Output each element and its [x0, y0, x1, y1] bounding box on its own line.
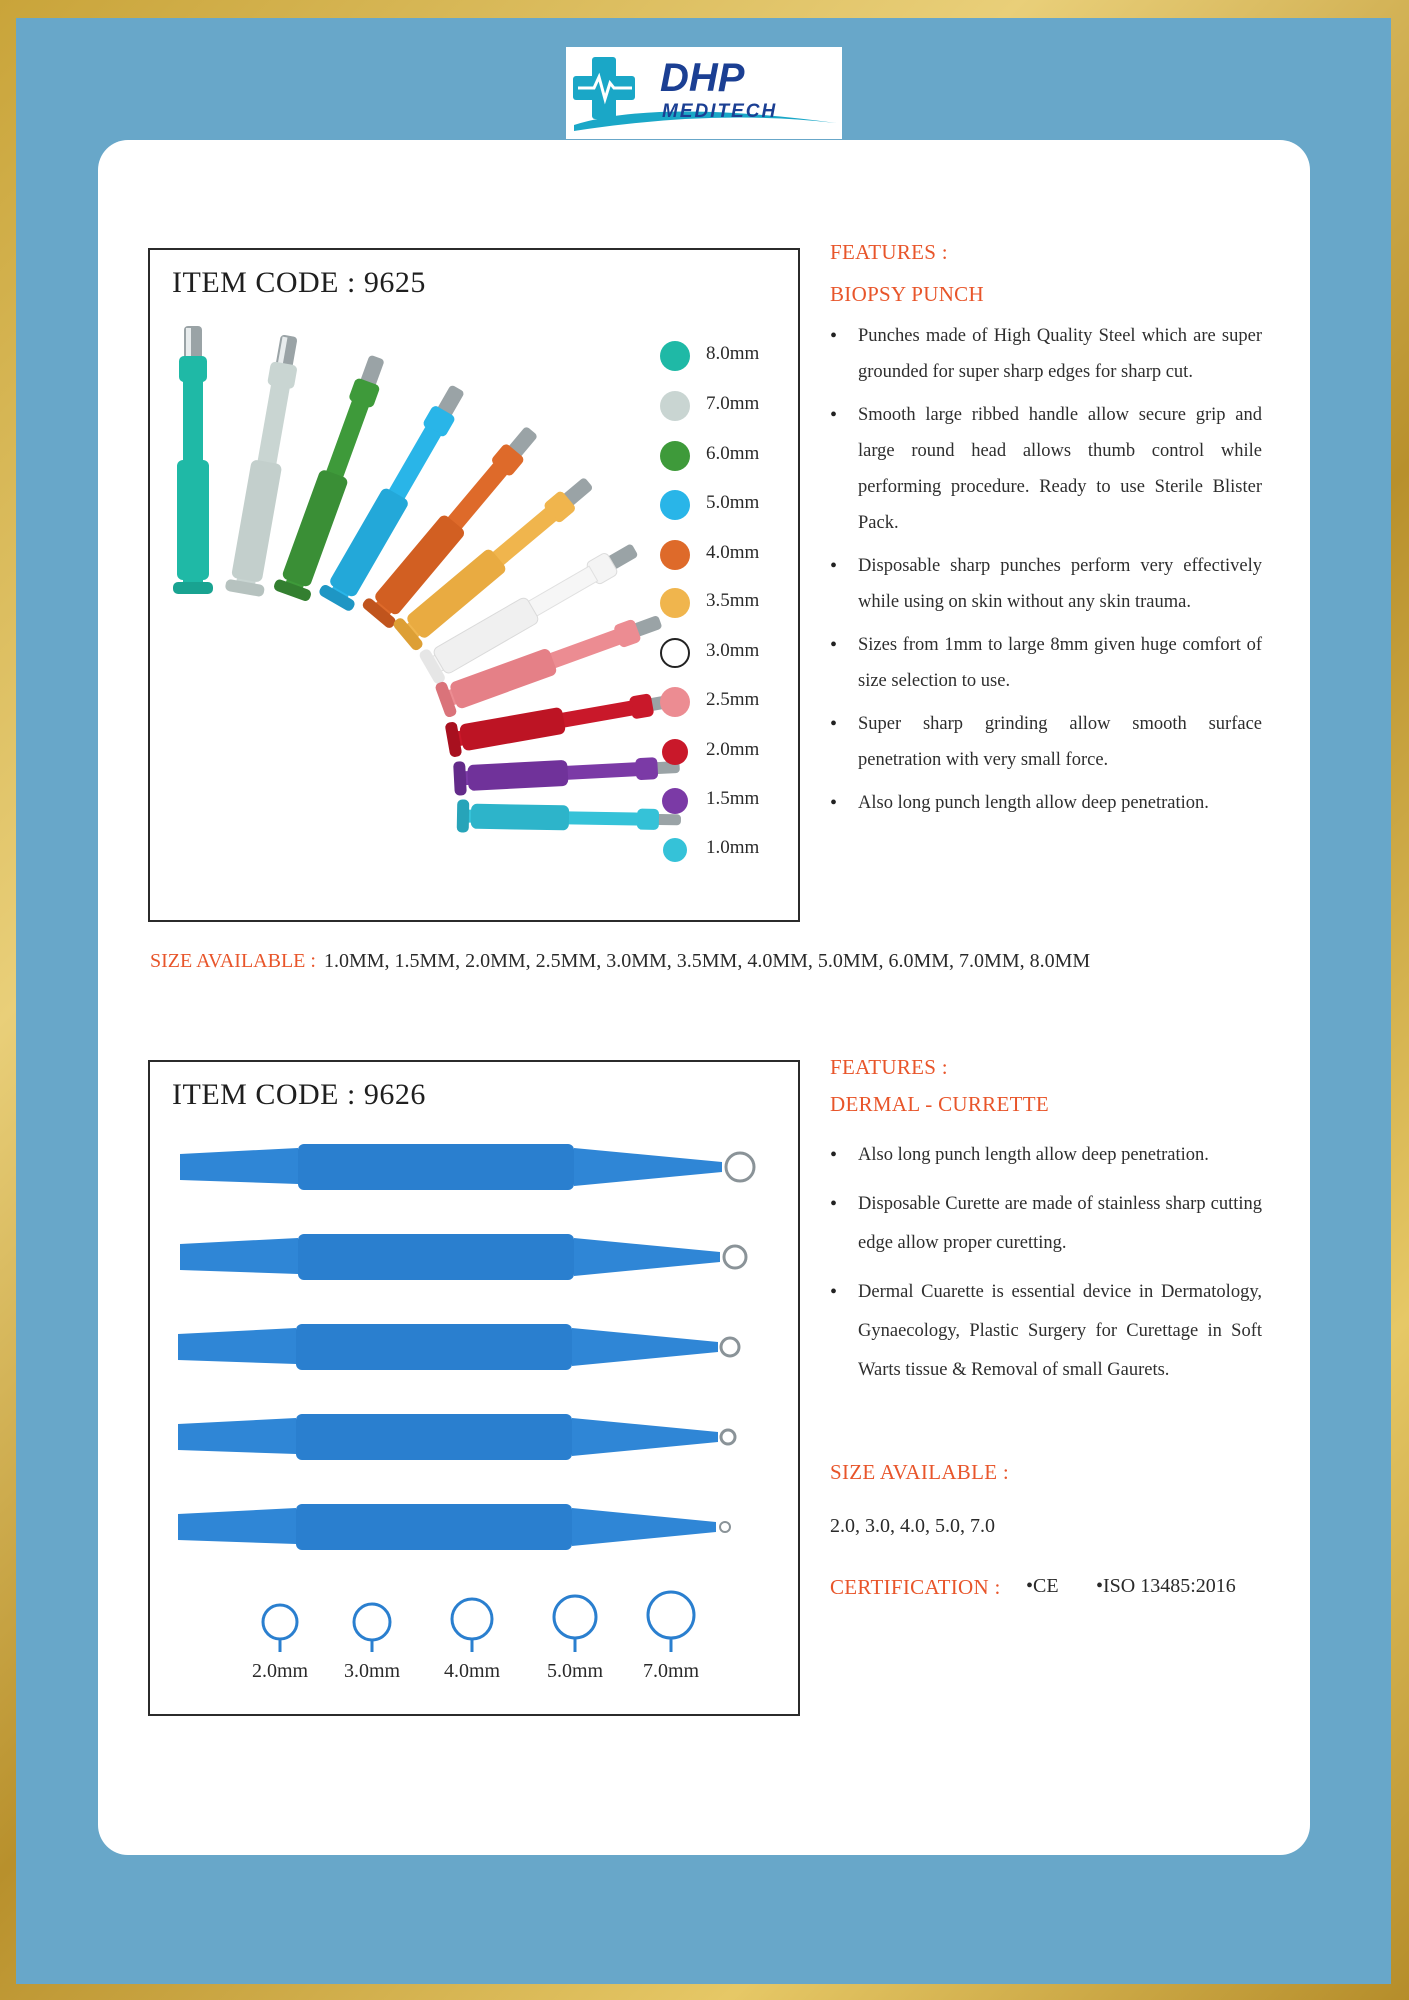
- features-heading: FEATURES :: [830, 1055, 948, 1079]
- brand-subname: MEDITECH: [662, 101, 778, 122]
- color-swatch: [660, 687, 690, 717]
- size-available-value: 2.0, 3.0, 4.0, 5.0, 7.0: [830, 1515, 995, 1537]
- color-swatch: [663, 838, 687, 862]
- ring-size-label: 7.0mm: [642, 1660, 700, 1682]
- size-label: 4.0mm: [706, 542, 760, 563]
- size-label: 1.0mm: [706, 837, 760, 858]
- product-image-box-9626: [148, 1060, 800, 1716]
- size-label: 3.5mm: [706, 590, 760, 611]
- ring-size-label: 2.0mm: [251, 1660, 309, 1682]
- color-swatch: [660, 540, 690, 570]
- punch-6mm: [273, 351, 396, 603]
- punch-1-5mm: [453, 750, 680, 796]
- size-label: 1.5mm: [706, 788, 760, 809]
- color-swatch: [660, 638, 690, 668]
- feature-item: • Also long punch length allow deep penetration.: [830, 785, 1262, 821]
- size-available-value: 1.0MM, 1.5MM, 2.0MM, 2.5MM, 3.0MM, 3.5MM, 4.0MM, 5.0MM, 6.0MM, 7.0MM, 8.0MM: [323, 950, 1091, 972]
- size-label: 2.5mm: [706, 689, 760, 710]
- biopsy-punch-illustration: [150, 250, 798, 920]
- color-swatch: [660, 490, 690, 520]
- color-swatch: [660, 391, 690, 421]
- size-available-label: SIZE AVAILABLE :: [150, 950, 316, 972]
- certification-ce: •CE: [1026, 1575, 1059, 1597]
- feature-item: • Also long punch length allow deep penetration.: [830, 1136, 1262, 1175]
- feature-item: • Disposable sharp punches perform very effectively while using on skin without any skin trauma.: [830, 548, 1262, 620]
- color-swatch: [660, 441, 690, 471]
- item-code: ITEM CODE : 9626: [172, 1078, 426, 1111]
- product-image-box-9625: [148, 248, 800, 922]
- size-label: 5.0mm: [706, 492, 760, 513]
- feature-item: • Sizes from 1mm to large 8mm given huge comfort of size selection to use.: [830, 627, 1262, 699]
- curette-5mm: [180, 1234, 746, 1280]
- curette-2mm: [178, 1504, 730, 1550]
- color-swatch: [660, 588, 690, 618]
- features-heading: FEATURES :: [830, 240, 948, 264]
- punch-8mm: [173, 326, 213, 594]
- ring-size-label: 5.0mm: [546, 1660, 604, 1682]
- color-swatch: [662, 739, 688, 765]
- size-label: 3.0mm: [706, 640, 760, 661]
- ring-size-label: 3.0mm: [343, 1660, 401, 1682]
- punch-1mm: [457, 799, 682, 836]
- size-available-row: [150, 950, 1090, 973]
- feature-item: • Disposable Curette are made of stainless sharp cutting edge allow proper curetting.: [830, 1185, 1262, 1263]
- size-label: 8.0mm: [706, 343, 760, 364]
- brand-name: DHP: [660, 56, 745, 100]
- size-available-label: SIZE AVAILABLE :: [830, 1460, 1010, 1484]
- features-list: [830, 318, 1262, 828]
- color-swatch: [660, 341, 690, 371]
- product-name: DERMAL - CURRETTE: [830, 1092, 1049, 1116]
- curette-3mm: [178, 1414, 735, 1460]
- curette-illustration: [150, 1062, 798, 1714]
- size-label: 6.0mm: [706, 443, 760, 464]
- curette-7mm: [180, 1144, 754, 1190]
- ring-size-icons: [263, 1592, 694, 1652]
- certification-iso: •ISO 13485:2016: [1096, 1575, 1236, 1597]
- feature-item: • Super sharp grinding allow smooth surface penetration with very small force.: [830, 706, 1262, 778]
- feature-item: • Punches made of High Quality Steel which are super grounded for super sharp edges for sharp cut.: [830, 318, 1262, 390]
- curette-4mm: [178, 1324, 739, 1370]
- feature-item: • Dermal Cuarette is essential device in Dermatology, Gynaecology, Plastic Surgery for Curettage in Soft Warts tissue & Removal of small Gaurets.: [830, 1273, 1262, 1390]
- certification-label: CERTIFICATION :: [830, 1575, 1001, 1599]
- feature-item: • Smooth large ribbed handle allow secure grip and large round head allows thumb control while performing procedure. Ready to use Sterile Blister Pack.: [830, 397, 1262, 541]
- company-logo: [566, 47, 842, 139]
- product-name: BIOPSY PUNCH: [830, 282, 984, 306]
- color-swatch: [662, 788, 688, 814]
- size-label: 7.0mm: [706, 393, 760, 414]
- item-code: ITEM CODE : 9625: [172, 266, 426, 299]
- size-label: 2.0mm: [706, 739, 760, 760]
- features-list: [830, 1136, 1262, 1400]
- ring-size-label: 4.0mm: [443, 1660, 501, 1682]
